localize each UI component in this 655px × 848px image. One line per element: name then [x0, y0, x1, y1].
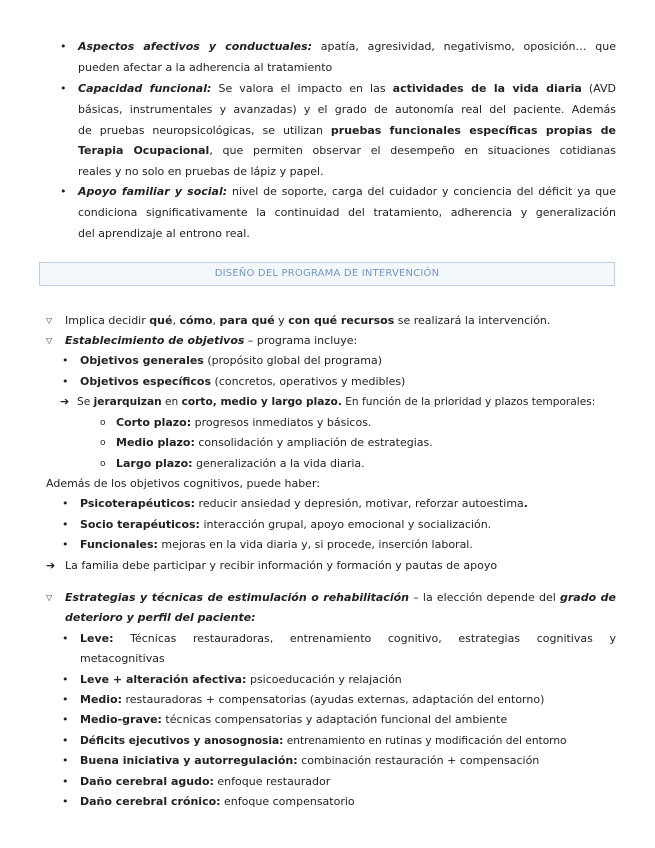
section-banner: DISEÑO DEL PROGRAMA DE INTERVENCIÓN — [39, 262, 615, 286]
bullet-apoyo-line1: Apoyo familiar y social: nivel de soporte, carga del cuidador y conciencia del déficit ya que — [78, 185, 616, 198]
triangle-bullet-icon: ▽ — [46, 593, 53, 602]
bullet-capacidad-line1: Capacidad funcional: Se valora el impacto en las actividades de la vida diaria (AVD — [78, 82, 616, 95]
estrategia-leve-line2: metacognitivas — [80, 652, 165, 665]
arrow-right-icon: ➔ — [46, 559, 56, 572]
bullet-apoyo-line2: condiciona significativamente la continuidad del tratamiento, adherencia y generalización — [78, 206, 616, 219]
estrategia-deficits-ejecutivos: Déficits ejecutivos y anosognosia: entrenamiento en rutinas y modificación del entorno — [80, 735, 567, 747]
circle-bullet-icon: o — [100, 438, 106, 448]
bullet-afectivos-line2: pueden afectar a la adherencia al tratamiento — [78, 61, 333, 74]
implica-line: Implica decidir qué, cómo, para qué y con qué recursos se realizará la intervención. — [65, 314, 551, 327]
bullet-dot: • — [62, 754, 69, 767]
estrategia-dano-cronico: Daño cerebral crónico: enfoque compensatorio — [80, 795, 355, 808]
bullet-apoyo-line3: del aprendizaje al entrono real. — [78, 227, 250, 240]
medio-plazo: Medio plazo: consolidación y ampliación de estrategias. — [116, 436, 433, 449]
estrategias-heading-line1: Estrategias y técnicas de estimulación o rehabilitación – la elección depende del grado de — [65, 591, 617, 604]
bullet-dot: • — [60, 40, 67, 53]
estrategias-heading-line2: deterioro y perfil del paciente: — [65, 611, 256, 624]
bullet-capacidad-line2: básicas, instrumentales y avanzadas) y el grado de autonomía real del paciente. Además — [78, 103, 616, 116]
estrategia-leve-line1: Leve: Técnicas restauradoras, entrenamiento cognitivo, estrategias cognitivas y — [80, 632, 616, 645]
estrategia-leve-afectiva: Leve + alteración afectiva: psicoeducación y relajación — [80, 673, 402, 686]
arrow-right-icon: ➔ — [60, 395, 70, 408]
corto-plazo: Corto plazo: progresos inmediatos y básicos. — [116, 416, 372, 429]
triangle-bullet-icon: ▽ — [46, 336, 53, 345]
bullet-dot: • — [62, 713, 69, 726]
circle-bullet-icon: o — [100, 418, 106, 428]
circle-bullet-icon: o — [100, 459, 106, 469]
objetivos-heading: Establecimiento de objetivos – programa incluye: — [65, 334, 358, 347]
bullet-dot: • — [62, 375, 69, 388]
bullet-afectivos-line1: Aspectos afectivos y conductuales: apatía, agresividad, negativismo, oposición… que — [78, 40, 616, 53]
bullet-dot: • — [60, 82, 67, 95]
bullet-dot: • — [62, 354, 69, 367]
ademas-line: Además de los objetivos cognitivos, puede haber: — [46, 477, 320, 490]
estrategia-medio-grave: Medio-grave: técnicas compensatorias y adaptación funcional del ambiente — [80, 713, 508, 726]
jerarquizan-line: Se jerarquizan en corto, medio y largo plazo. En función de la prioridad y plazos temporales: — [77, 396, 596, 408]
triangle-bullet-icon: ▽ — [46, 316, 53, 325]
bullet-dot: • — [62, 632, 69, 645]
familia-line: La familia debe participar y recibir información y formación y pautas de apoyo — [65, 559, 498, 572]
bullet-dot: • — [60, 185, 67, 198]
socioterapeuticos: Socio terapéuticos: interacción grupal, apoyo emocional y socialización. — [80, 518, 492, 531]
largo-plazo: Largo plazo: generalización a la vida diaria. — [116, 457, 365, 470]
bullet-dot: • — [62, 734, 69, 747]
objetivos-especificos: Objetivos específicos (concretos, operativos y medibles) — [80, 375, 406, 388]
bullet-dot: • — [62, 518, 69, 531]
bullet-dot: • — [62, 673, 69, 686]
bullet-dot: • — [62, 795, 69, 808]
psicoterapeuticos: Psicoterapéuticos: reducir ansiedad y depresión, motivar, reforzar autoestima. — [80, 497, 528, 510]
bullet-dot: • — [62, 775, 69, 788]
objetivos-generales: Objetivos generales (propósito global del programa) — [80, 354, 382, 367]
estrategia-dano-agudo: Daño cerebral agudo: enfoque restaurador — [80, 775, 331, 788]
funcionales: Funcionales: mejoras en la vida diaria y, si procede, inserción laboral. — [80, 538, 473, 551]
bullet-capacidad-line3: de pruebas neuropsicológicas, se utilizan pruebas funcionales específicas propias de — [78, 124, 617, 137]
estrategia-buena-iniciativa: Buena iniciativa y autorregulación: combinación restauración + compensación — [80, 754, 540, 767]
estrategia-medio: Medio: restauradoras + compensatorias (ayudas externas, adaptación del entorno) — [80, 693, 545, 706]
bullet-dot: • — [62, 538, 69, 551]
bullet-dot: • — [62, 497, 69, 510]
bullet-capacidad-line4: Terapia Ocupacional, que permiten observar el desempeño en situaciones cotidianas — [78, 144, 616, 157]
bullet-capacidad-line5: reales y no solo en pruebas de lápiz y papel. — [78, 165, 324, 178]
bullet-dot: • — [62, 693, 69, 706]
